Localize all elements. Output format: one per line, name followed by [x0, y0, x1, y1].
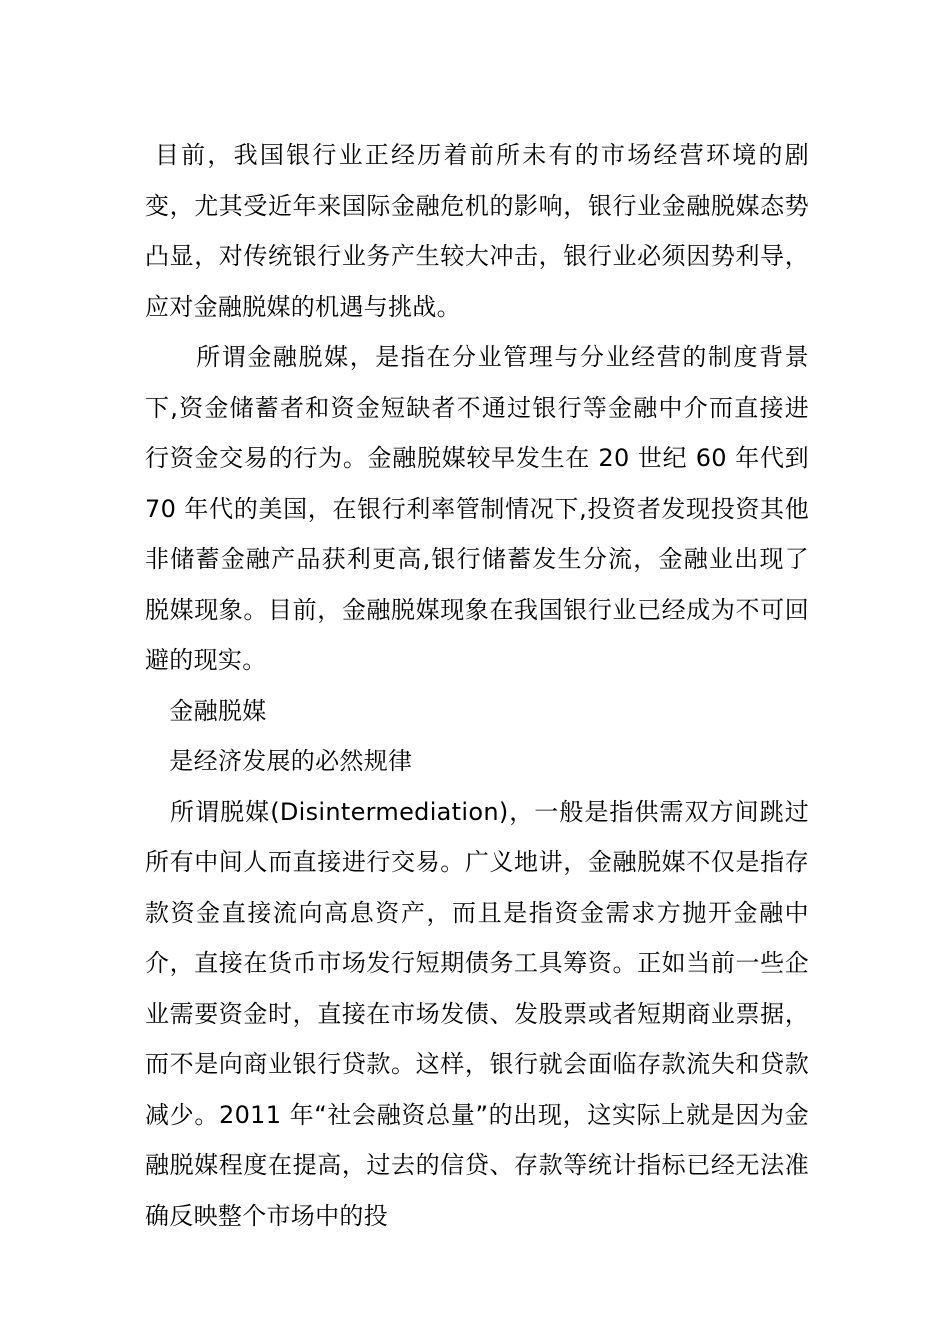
- paragraph-disintermediation: 所谓脱媒(Disintermediation)，一般是指供需双方间跳过所有中间人而直接进行交易。广义地讲，金融脱媒不仅是指存款资金直接流向高息资产，而且是指资金需求方抛开金融中介，直接在货币市场发行短期债务工具筹资。正如当前一些企业需要资金时，直接在市场发债、发股票或者短期商业票据，而不是向商业银行贷款。这样，银行就会面临存款流失和贷款减少。2011 年“社会融资总量”的出现，这实际上就是因为金融脱媒程度在提高，过去的信贷、存款等统计指标已经无法准确反映整个市场中的投: [145, 797, 809, 1230]
- paragraph-intro: 目前，我国银行业正经历着前所未有的市场经营环境的剧变，尤其受近年来国际金融危机的影响，银行业金融脱媒态势凸显，对传统银行业务产生较大冲击，银行业必须因势利导，应对金融脱媒的机遇与挑战。: [145, 141, 809, 321]
- heading-line-2: 是经济发展的必然规律: [145, 747, 413, 775]
- paragraph-definition: 所谓金融脱媒，是指在分业管理与分业经营的制度背景下,资金储蓄者和资金短缺者不通过银行等金融中介而直接进行资金交易的行为。金融脱媒较早发生在 20 世纪 60 年代到 70 年代的美国，在银行利率管制情况下,投资者发现投资其他非储蓄金融产品获利更高,银行储蓄发生分流，金融业出现了脱媒现象。目前，金融脱媒现象在我国银行业已经成为不可回避的现实。: [145, 343, 817, 674]
- document-body: [145, 130, 817, 1241]
- heading-line-1: 金融脱媒: [145, 696, 267, 725]
